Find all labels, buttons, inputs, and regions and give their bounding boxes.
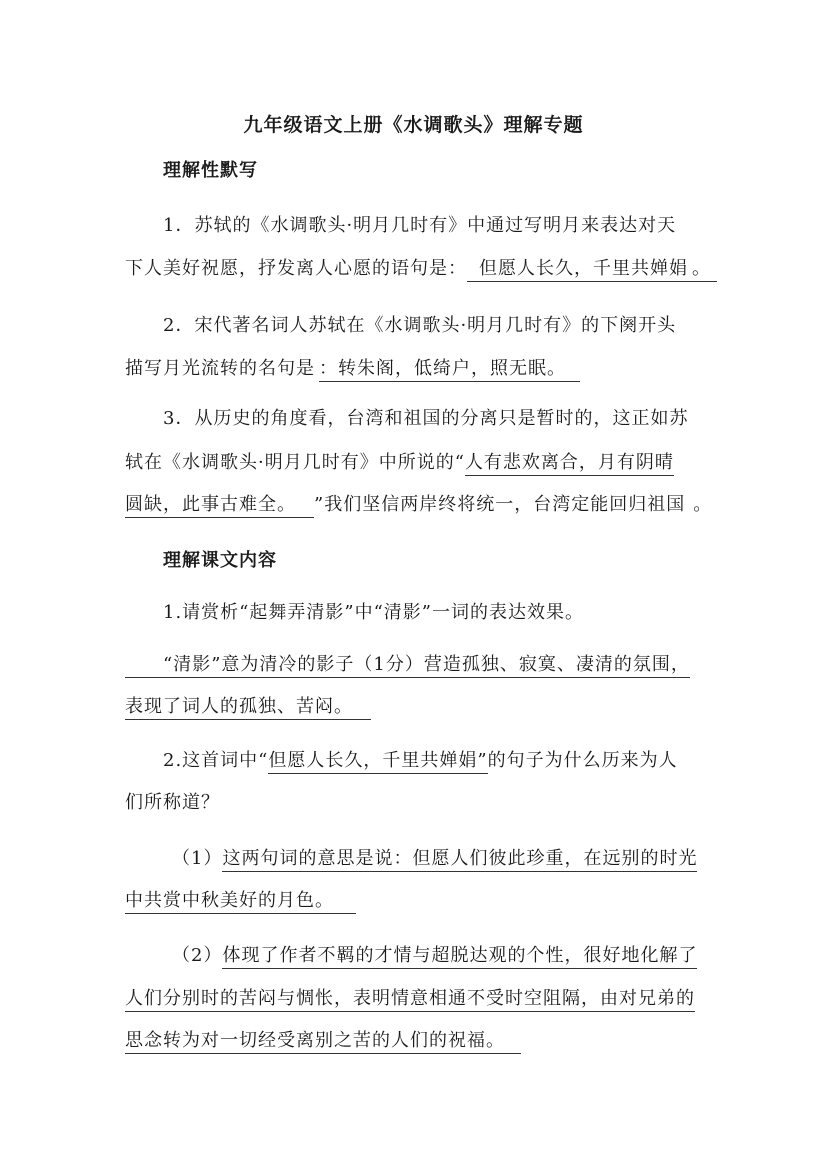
question-2-prompt: 描写月光流转的名句是 (125, 358, 315, 379)
comprehension-answer-2-point-2-line-1: （2）体现了作者不羁的才情与超脱达观的个性，很好地化解了 (172, 943, 697, 969)
comprehension-answer-2-point-1-line-2: 中共赏中秋美好的月色。 (125, 888, 356, 914)
question-2-answer: ：转朱阁，低绮户，照无眠。 (319, 358, 580, 382)
document-title: 九年级语文上册《水调歌头》理解专题 (243, 114, 584, 136)
comprehension-question-1: 1.请赏析“起舞弄清影”中“清影”一词的表达效果。 (163, 602, 584, 623)
question-3-line-2 (125, 450, 674, 476)
comprehension-answer-2-point-1-line-1: （1）这两句词的意思是说：但愿人们彼此珍重，在远别的时光 (172, 846, 697, 872)
question-1-answer: 但愿人长久，千里共婵娟 。 (467, 258, 717, 282)
question-2-line-1: 2．宋代著名词人苏轼在《水调歌头·明月几时有》的下阕开头 (163, 315, 677, 336)
comprehension-answer-2-point-2-line-3: 思念转为对一切经受离别之苦的人们的祝福。 (125, 1028, 521, 1054)
comprehension-question-2-line-2: 们所称道？ (125, 792, 220, 813)
question-3-line-1: 3．从历史的角度看，台湾和祖国的分离只是暂时的，这正如苏 (163, 408, 689, 429)
question-1-line-1: 1．苏轼的《水调歌头·明月几时有》中通过写明月来表达对天 (163, 215, 677, 236)
section-heading-comprehension: 理解课文内容 (163, 550, 277, 571)
comprehension-answer-1-line-1: “清影”意为清冷的影子（1分）营造孤独、寂寞、凄清的氛围， (125, 652, 690, 678)
section-heading-dictation: 理解性默写 (163, 160, 258, 181)
question-1-prompt: 下人美好祝愿，抒发离人心愿的语句是： (125, 258, 467, 279)
comprehension-question-2-line-1: 2.这首词中“但愿人长久，千里共婵娟”的句子为什么历来为人 (163, 748, 678, 774)
question-2-line-2 (125, 356, 580, 382)
comprehension-answer-1-line-2: 表现了词人的孤独、苦闷。 (125, 694, 371, 720)
question-3-line-3: 圆缺，此事古难全。 ”我们坚信两岸终将统一，台湾定能回归祖国 。 (125, 492, 712, 518)
question-1-line-2 (125, 256, 717, 282)
question-3-prompt: 轼在《水调歌头·明月几时有》中所说的“ (125, 452, 465, 473)
question-3-answer-part-1: 人有悲欢离合，月有阴晴 (465, 452, 674, 476)
comprehension-question-2-quote: 但愿人长久，千里共婵娟” (268, 750, 487, 774)
question-3-continuation: ”我们坚信两岸终将统一，台湾定能回归祖国 (314, 494, 686, 515)
question-3-answer-part-2: 圆缺，此事古难全。 (125, 494, 314, 518)
point-1-label: （1） (172, 848, 223, 869)
point-2-label: （2） (172, 945, 223, 966)
comprehension-answer-2-point-2-line-2: 人们分别时的苦闷与惆怅，表明情意相通不受时空阻隔，由对兄弟的 (125, 986, 695, 1012)
